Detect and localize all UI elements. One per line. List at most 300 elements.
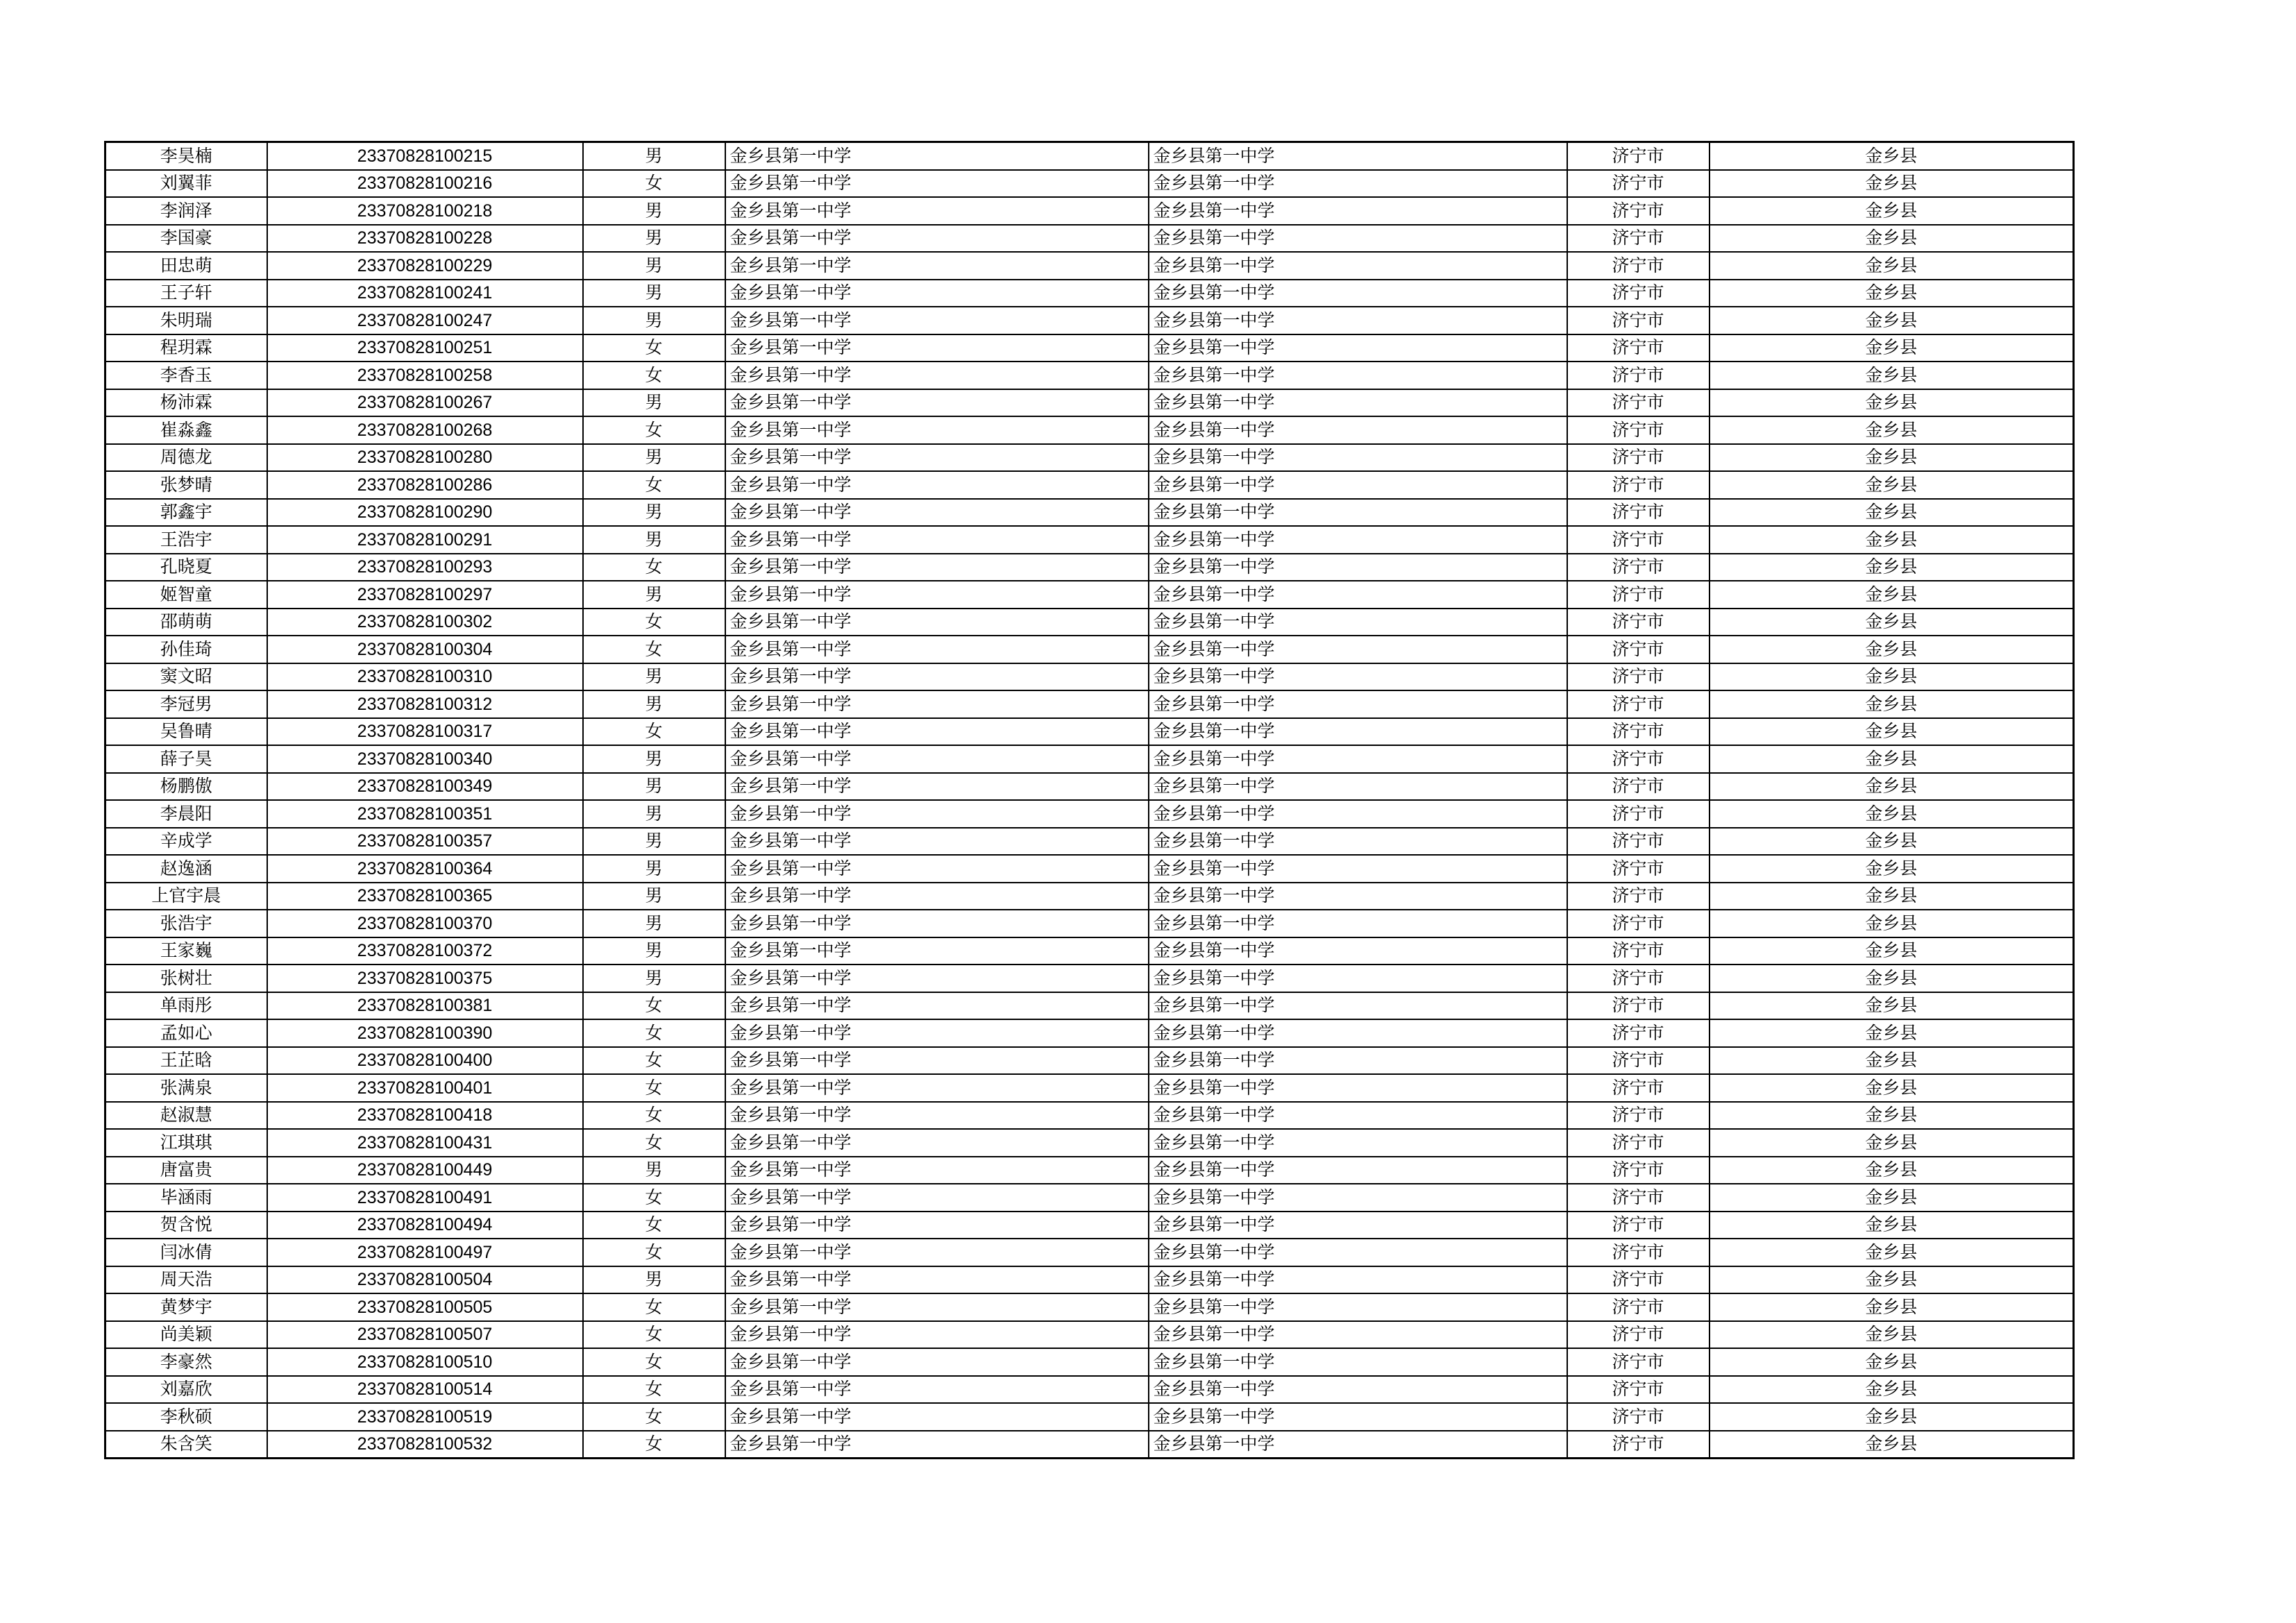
table-row <box>105 252 2074 280</box>
table-row <box>105 471 2074 499</box>
school-cell: 金乡县第一中学 <box>725 883 1149 910</box>
table-row <box>105 444 2074 472</box>
table-row <box>105 883 2074 910</box>
county-cell: 金乡县 <box>1710 197 2074 225</box>
table-row <box>105 1293 2074 1321</box>
table-row <box>105 1074 2074 1102</box>
city-cell: 济宁市 <box>1567 1129 1710 1157</box>
registered-school-cell: 金乡县第一中学 <box>1149 800 1567 828</box>
city-cell: 济宁市 <box>1567 800 1710 828</box>
table-row <box>105 307 2074 334</box>
student-name-cell: 尚美颖 <box>105 1321 267 1349</box>
registered-school-cell: 金乡县第一中学 <box>1149 1212 1567 1239</box>
school-cell: 金乡县第一中学 <box>725 280 1149 307</box>
gender-cell: 女 <box>583 1047 725 1075</box>
school-cell: 金乡县第一中学 <box>725 416 1149 444</box>
registered-school-cell: 金乡县第一中学 <box>1149 170 1567 198</box>
exam-id-cell: 23370828100519 <box>267 1403 583 1431</box>
registered-school-cell: 金乡县第一中学 <box>1149 1157 1567 1184</box>
county-cell: 金乡县 <box>1710 937 2074 965</box>
county-cell: 金乡县 <box>1710 1376 2074 1404</box>
student-name-cell: 薛子昊 <box>105 745 267 773</box>
table-row <box>105 225 2074 253</box>
school-cell: 金乡县第一中学 <box>725 609 1149 636</box>
student-name-cell: 闫冰倩 <box>105 1239 267 1266</box>
county-cell: 金乡县 <box>1710 1157 2074 1184</box>
county-cell: 金乡县 <box>1710 828 2074 856</box>
exam-id-cell: 23370828100251 <box>267 334 583 362</box>
registered-school-cell: 金乡县第一中学 <box>1149 663 1567 691</box>
table-row <box>105 197 2074 225</box>
gender-cell: 女 <box>583 362 725 389</box>
exam-id-cell: 23370828100505 <box>267 1293 583 1321</box>
registered-school-cell: 金乡县第一中学 <box>1149 1239 1567 1266</box>
school-cell: 金乡县第一中学 <box>725 855 1149 883</box>
table-row <box>105 334 2074 362</box>
school-cell: 金乡县第一中学 <box>725 1019 1149 1047</box>
county-cell: 金乡县 <box>1710 965 2074 992</box>
city-cell: 济宁市 <box>1567 690 1710 718</box>
exam-id-cell: 23370828100507 <box>267 1321 583 1349</box>
city-cell: 济宁市 <box>1567 828 1710 856</box>
student-name-cell: 杨沛霖 <box>105 389 267 417</box>
table-row <box>105 937 2074 965</box>
table-row <box>105 1102 2074 1130</box>
county-cell: 金乡县 <box>1710 663 2074 691</box>
gender-cell: 女 <box>583 718 725 746</box>
registered-school-cell: 金乡县第一中学 <box>1149 1266 1567 1294</box>
gender-cell: 女 <box>583 1129 725 1157</box>
gender-cell: 男 <box>583 690 725 718</box>
exam-id-cell: 23370828100258 <box>267 362 583 389</box>
county-cell: 金乡县 <box>1710 745 2074 773</box>
gender-cell: 男 <box>583 225 725 253</box>
school-cell: 金乡县第一中学 <box>725 773 1149 801</box>
student-name-cell: 张梦晴 <box>105 471 267 499</box>
gender-cell: 女 <box>583 1074 725 1102</box>
registered-school-cell: 金乡县第一中学 <box>1149 142 1567 170</box>
city-cell: 济宁市 <box>1567 170 1710 198</box>
student-name-cell: 吴鲁晴 <box>105 718 267 746</box>
gender-cell: 男 <box>583 142 725 170</box>
student-roster-table <box>104 141 2075 1459</box>
city-cell: 济宁市 <box>1567 1074 1710 1102</box>
school-cell: 金乡县第一中学 <box>725 225 1149 253</box>
table-row <box>105 554 2074 581</box>
table-row <box>105 1019 2074 1047</box>
student-name-cell: 李秋硕 <box>105 1403 267 1431</box>
county-cell: 金乡县 <box>1710 910 2074 937</box>
city-cell: 济宁市 <box>1567 1047 1710 1075</box>
table-body <box>105 142 2074 1459</box>
student-name-cell: 王家巍 <box>105 937 267 965</box>
city-cell: 济宁市 <box>1567 1431 1710 1459</box>
county-cell: 金乡县 <box>1710 170 2074 198</box>
city-cell: 济宁市 <box>1567 609 1710 636</box>
city-cell: 济宁市 <box>1567 965 1710 992</box>
gender-cell: 男 <box>583 965 725 992</box>
student-name-cell: 刘翼菲 <box>105 170 267 198</box>
registered-school-cell: 金乡县第一中学 <box>1149 1074 1567 1102</box>
school-cell: 金乡县第一中学 <box>725 252 1149 280</box>
student-name-cell: 崔淼鑫 <box>105 416 267 444</box>
exam-id-cell: 23370828100317 <box>267 718 583 746</box>
school-cell: 金乡县第一中学 <box>725 1184 1149 1212</box>
city-cell: 济宁市 <box>1567 389 1710 417</box>
table-row <box>105 1157 2074 1184</box>
city-cell: 济宁市 <box>1567 745 1710 773</box>
gender-cell: 女 <box>583 636 725 663</box>
table-row <box>105 362 2074 389</box>
gender-cell: 女 <box>583 471 725 499</box>
table-row <box>105 609 2074 636</box>
exam-id-cell: 23370828100390 <box>267 1019 583 1047</box>
county-cell: 金乡县 <box>1710 1293 2074 1321</box>
city-cell: 济宁市 <box>1567 718 1710 746</box>
gender-cell: 男 <box>583 444 725 472</box>
registered-school-cell: 金乡县第一中学 <box>1149 855 1567 883</box>
gender-cell: 男 <box>583 663 725 691</box>
county-cell: 金乡县 <box>1710 142 2074 170</box>
exam-id-cell: 23370828100418 <box>267 1102 583 1130</box>
city-cell: 济宁市 <box>1567 636 1710 663</box>
registered-school-cell: 金乡县第一中学 <box>1149 1293 1567 1321</box>
registered-school-cell: 金乡县第一中学 <box>1149 690 1567 718</box>
city-cell: 济宁市 <box>1567 1102 1710 1130</box>
city-cell: 济宁市 <box>1567 1212 1710 1239</box>
school-cell: 金乡县第一中学 <box>725 992 1149 1020</box>
student-name-cell: 毕涵雨 <box>105 1184 267 1212</box>
county-cell: 金乡县 <box>1710 1129 2074 1157</box>
city-cell: 济宁市 <box>1567 1376 1710 1404</box>
student-name-cell: 李晨阳 <box>105 800 267 828</box>
registered-school-cell: 金乡县第一中学 <box>1149 252 1567 280</box>
school-cell: 金乡县第一中学 <box>725 718 1149 746</box>
table-row <box>105 1129 2074 1157</box>
gender-cell: 女 <box>583 1431 725 1459</box>
city-cell: 济宁市 <box>1567 937 1710 965</box>
school-cell: 金乡县第一中学 <box>725 1293 1149 1321</box>
county-cell: 金乡县 <box>1710 690 2074 718</box>
city-cell: 济宁市 <box>1567 280 1710 307</box>
table-row <box>105 663 2074 691</box>
table-row <box>105 965 2074 992</box>
exam-id-cell: 23370828100267 <box>267 389 583 417</box>
school-cell: 金乡县第一中学 <box>725 1321 1149 1349</box>
county-cell: 金乡县 <box>1710 1403 2074 1431</box>
student-name-cell: 田忠萌 <box>105 252 267 280</box>
exam-id-cell: 23370828100340 <box>267 745 583 773</box>
county-cell: 金乡县 <box>1710 609 2074 636</box>
school-cell: 金乡县第一中学 <box>725 1102 1149 1130</box>
gender-cell: 男 <box>583 773 725 801</box>
school-cell: 金乡县第一中学 <box>725 910 1149 937</box>
city-cell: 济宁市 <box>1567 444 1710 472</box>
registered-school-cell: 金乡县第一中学 <box>1149 581 1567 609</box>
table-row <box>105 1212 2074 1239</box>
gender-cell: 男 <box>583 197 725 225</box>
school-cell: 金乡县第一中学 <box>725 690 1149 718</box>
registered-school-cell: 金乡县第一中学 <box>1149 307 1567 334</box>
table-row <box>105 1431 2074 1459</box>
exam-id-cell: 23370828100351 <box>267 800 583 828</box>
school-cell: 金乡县第一中学 <box>725 334 1149 362</box>
city-cell: 济宁市 <box>1567 1019 1710 1047</box>
student-name-cell: 单雨彤 <box>105 992 267 1020</box>
school-cell: 金乡县第一中学 <box>725 828 1149 856</box>
school-cell: 金乡县第一中学 <box>725 1239 1149 1266</box>
student-name-cell: 上官宇晨 <box>105 883 267 910</box>
table-row <box>105 910 2074 937</box>
table-row <box>105 1047 2074 1075</box>
exam-id-cell: 23370828100364 <box>267 855 583 883</box>
exam-id-cell: 23370828100497 <box>267 1239 583 1266</box>
exam-id-cell: 23370828100381 <box>267 992 583 1020</box>
gender-cell: 男 <box>583 1157 725 1184</box>
student-name-cell: 李昊楠 <box>105 142 267 170</box>
registered-school-cell: 金乡县第一中学 <box>1149 1348 1567 1376</box>
table-row <box>105 1376 2074 1404</box>
city-cell: 济宁市 <box>1567 526 1710 554</box>
table-row <box>105 992 2074 1020</box>
city-cell: 济宁市 <box>1567 1321 1710 1349</box>
school-cell: 金乡县第一中学 <box>725 471 1149 499</box>
student-name-cell: 周德龙 <box>105 444 267 472</box>
student-name-cell: 李国豪 <box>105 225 267 253</box>
registered-school-cell: 金乡县第一中学 <box>1149 416 1567 444</box>
school-cell: 金乡县第一中学 <box>725 1212 1149 1239</box>
registered-school-cell: 金乡县第一中学 <box>1149 197 1567 225</box>
gender-cell: 女 <box>583 1321 725 1349</box>
school-cell: 金乡县第一中学 <box>725 1348 1149 1376</box>
exam-id-cell: 23370828100370 <box>267 910 583 937</box>
gender-cell: 女 <box>583 609 725 636</box>
gender-cell: 女 <box>583 416 725 444</box>
county-cell: 金乡县 <box>1710 1019 2074 1047</box>
gender-cell: 女 <box>583 334 725 362</box>
county-cell: 金乡县 <box>1710 225 2074 253</box>
exam-id-cell: 23370828100286 <box>267 471 583 499</box>
registered-school-cell: 金乡县第一中学 <box>1149 334 1567 362</box>
registered-school-cell: 金乡县第一中学 <box>1149 910 1567 937</box>
school-cell: 金乡县第一中学 <box>725 1047 1149 1075</box>
city-cell: 济宁市 <box>1567 1157 1710 1184</box>
exam-id-cell: 23370828100291 <box>267 526 583 554</box>
county-cell: 金乡县 <box>1710 992 2074 1020</box>
table-row <box>105 1239 2074 1266</box>
registered-school-cell: 金乡县第一中学 <box>1149 636 1567 663</box>
registered-school-cell: 金乡县第一中学 <box>1149 1376 1567 1404</box>
registered-school-cell: 金乡县第一中学 <box>1149 828 1567 856</box>
table-row <box>105 828 2074 856</box>
school-cell: 金乡县第一中学 <box>725 745 1149 773</box>
school-cell: 金乡县第一中学 <box>725 170 1149 198</box>
city-cell: 济宁市 <box>1567 883 1710 910</box>
gender-cell: 男 <box>583 855 725 883</box>
school-cell: 金乡县第一中学 <box>725 965 1149 992</box>
registered-school-cell: 金乡县第一中学 <box>1149 883 1567 910</box>
exam-id-cell: 23370828100504 <box>267 1266 583 1294</box>
registered-school-cell: 金乡县第一中学 <box>1149 471 1567 499</box>
exam-id-cell: 23370828100494 <box>267 1212 583 1239</box>
county-cell: 金乡县 <box>1710 581 2074 609</box>
registered-school-cell: 金乡县第一中学 <box>1149 225 1567 253</box>
student-name-cell: 黄梦宇 <box>105 1293 267 1321</box>
city-cell: 济宁市 <box>1567 554 1710 581</box>
county-cell: 金乡县 <box>1710 1266 2074 1294</box>
county-cell: 金乡县 <box>1710 636 2074 663</box>
registered-school-cell: 金乡县第一中学 <box>1149 1321 1567 1349</box>
school-cell: 金乡县第一中学 <box>725 1376 1149 1404</box>
school-cell: 金乡县第一中学 <box>725 636 1149 663</box>
gender-cell: 女 <box>583 1348 725 1376</box>
registered-school-cell: 金乡县第一中学 <box>1149 280 1567 307</box>
county-cell: 金乡县 <box>1710 883 2074 910</box>
gender-cell: 女 <box>583 1212 725 1239</box>
exam-id-cell: 23370828100229 <box>267 252 583 280</box>
exam-id-cell: 23370828100510 <box>267 1348 583 1376</box>
gender-cell: 女 <box>583 1239 725 1266</box>
registered-school-cell: 金乡县第一中学 <box>1149 1431 1567 1459</box>
county-cell: 金乡县 <box>1710 307 2074 334</box>
exam-id-cell: 23370828100375 <box>267 965 583 992</box>
registered-school-cell: 金乡县第一中学 <box>1149 937 1567 965</box>
student-name-cell: 孟如心 <box>105 1019 267 1047</box>
school-cell: 金乡县第一中学 <box>725 1157 1149 1184</box>
county-cell: 金乡县 <box>1710 1431 2074 1459</box>
student-name-cell: 朱含笑 <box>105 1431 267 1459</box>
student-name-cell: 贺含悦 <box>105 1212 267 1239</box>
student-name-cell: 唐富贵 <box>105 1157 267 1184</box>
table-row <box>105 526 2074 554</box>
city-cell: 济宁市 <box>1567 773 1710 801</box>
student-name-cell: 王浩宇 <box>105 526 267 554</box>
table-row <box>105 718 2074 746</box>
table-row <box>105 416 2074 444</box>
exam-id-cell: 23370828100304 <box>267 636 583 663</box>
school-cell: 金乡县第一中学 <box>725 362 1149 389</box>
gender-cell: 女 <box>583 1102 725 1130</box>
student-name-cell: 李香玉 <box>105 362 267 389</box>
student-name-cell: 周天浩 <box>105 1266 267 1294</box>
county-cell: 金乡县 <box>1710 1102 2074 1130</box>
school-cell: 金乡县第一中学 <box>725 526 1149 554</box>
city-cell: 济宁市 <box>1567 1403 1710 1431</box>
student-name-cell: 程玥霖 <box>105 334 267 362</box>
table-row <box>105 636 2074 663</box>
table-row <box>105 745 2074 773</box>
table-row <box>105 690 2074 718</box>
county-cell: 金乡县 <box>1710 416 2074 444</box>
city-cell: 济宁市 <box>1567 197 1710 225</box>
table-row <box>105 1403 2074 1431</box>
exam-id-cell: 23370828100357 <box>267 828 583 856</box>
city-cell: 济宁市 <box>1567 334 1710 362</box>
student-name-cell: 李豪然 <box>105 1348 267 1376</box>
county-cell: 金乡县 <box>1710 444 2074 472</box>
registered-school-cell: 金乡县第一中学 <box>1149 1047 1567 1075</box>
exam-id-cell: 23370828100449 <box>267 1157 583 1184</box>
county-cell: 金乡县 <box>1710 1239 2074 1266</box>
gender-cell: 女 <box>583 170 725 198</box>
gender-cell: 男 <box>583 307 725 334</box>
exam-id-cell: 23370828100400 <box>267 1047 583 1075</box>
registered-school-cell: 金乡县第一中学 <box>1149 1184 1567 1212</box>
student-name-cell: 王子轩 <box>105 280 267 307</box>
student-name-cell: 杨鹏傲 <box>105 773 267 801</box>
exam-id-cell: 23370828100532 <box>267 1431 583 1459</box>
county-cell: 金乡县 <box>1710 554 2074 581</box>
county-cell: 金乡县 <box>1710 800 2074 828</box>
exam-id-cell: 23370828100401 <box>267 1074 583 1102</box>
registered-school-cell: 金乡县第一中学 <box>1149 965 1567 992</box>
city-cell: 济宁市 <box>1567 471 1710 499</box>
school-cell: 金乡县第一中学 <box>725 800 1149 828</box>
registered-school-cell: 金乡县第一中学 <box>1149 609 1567 636</box>
table-row <box>105 170 2074 198</box>
exam-id-cell: 23370828100297 <box>267 581 583 609</box>
school-cell: 金乡县第一中学 <box>725 307 1149 334</box>
school-cell: 金乡县第一中学 <box>725 581 1149 609</box>
table-row <box>105 1266 2074 1294</box>
table-row <box>105 389 2074 417</box>
student-name-cell: 王芷晗 <box>105 1047 267 1075</box>
city-cell: 济宁市 <box>1567 1293 1710 1321</box>
exam-id-cell: 23370828100218 <box>267 197 583 225</box>
school-cell: 金乡县第一中学 <box>725 499 1149 527</box>
city-cell: 济宁市 <box>1567 1348 1710 1376</box>
city-cell: 济宁市 <box>1567 416 1710 444</box>
city-cell: 济宁市 <box>1567 499 1710 527</box>
exam-id-cell: 23370828100290 <box>267 499 583 527</box>
table-row <box>105 142 2074 170</box>
registered-school-cell: 金乡县第一中学 <box>1149 389 1567 417</box>
county-cell: 金乡县 <box>1710 1074 2074 1102</box>
school-cell: 金乡县第一中学 <box>725 663 1149 691</box>
school-cell: 金乡县第一中学 <box>725 197 1149 225</box>
exam-id-cell: 23370828100349 <box>267 773 583 801</box>
table-row <box>105 800 2074 828</box>
school-cell: 金乡县第一中学 <box>725 937 1149 965</box>
gender-cell: 女 <box>583 1019 725 1047</box>
registered-school-cell: 金乡县第一中学 <box>1149 1019 1567 1047</box>
table-row <box>105 280 2074 307</box>
student-name-cell: 赵逸涵 <box>105 855 267 883</box>
exam-id-cell: 23370828100241 <box>267 280 583 307</box>
exam-id-cell: 23370828100247 <box>267 307 583 334</box>
city-cell: 济宁市 <box>1567 1184 1710 1212</box>
table-row <box>105 773 2074 801</box>
gender-cell: 男 <box>583 937 725 965</box>
exam-id-cell: 23370828100280 <box>267 444 583 472</box>
exam-id-cell: 23370828100431 <box>267 1129 583 1157</box>
county-cell: 金乡县 <box>1710 1212 2074 1239</box>
table-row <box>105 581 2074 609</box>
registered-school-cell: 金乡县第一中学 <box>1149 1102 1567 1130</box>
city-cell: 济宁市 <box>1567 992 1710 1020</box>
school-cell: 金乡县第一中学 <box>725 554 1149 581</box>
city-cell: 济宁市 <box>1567 910 1710 937</box>
exam-id-cell: 23370828100216 <box>267 170 583 198</box>
exam-id-cell: 23370828100302 <box>267 609 583 636</box>
table-row <box>105 1321 2074 1349</box>
exam-id-cell: 23370828100365 <box>267 883 583 910</box>
city-cell: 济宁市 <box>1567 225 1710 253</box>
exam-id-cell: 23370828100372 <box>267 937 583 965</box>
gender-cell: 男 <box>583 499 725 527</box>
gender-cell: 男 <box>583 910 725 937</box>
registered-school-cell: 金乡县第一中学 <box>1149 992 1567 1020</box>
